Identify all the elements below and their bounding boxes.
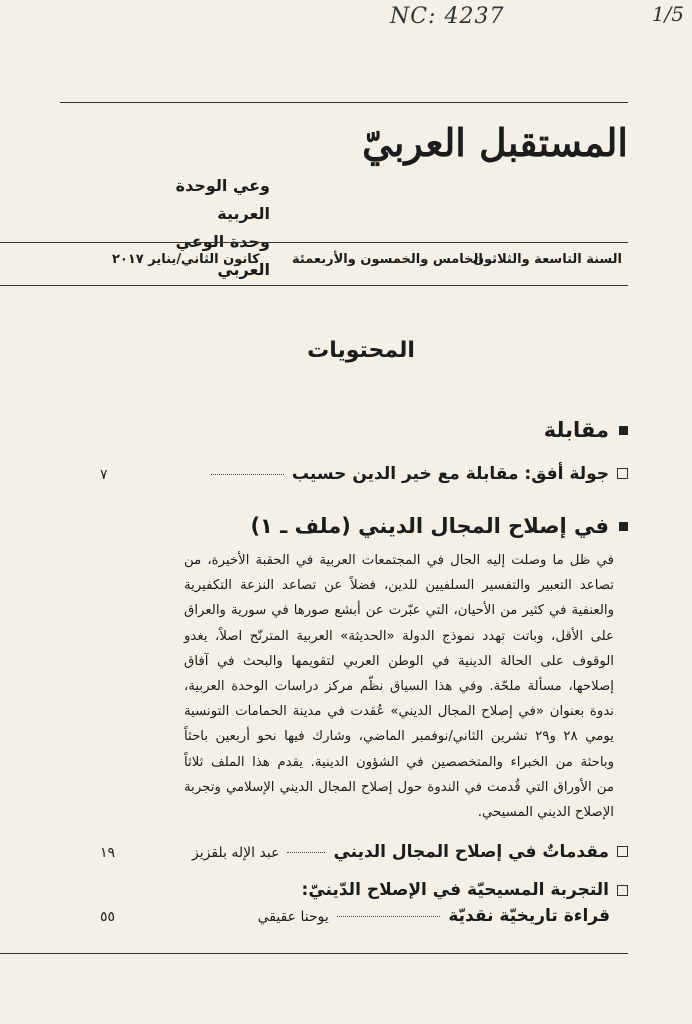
slogan-line-2: وحدة الوعي العربي [175,232,270,279]
top-rule [60,102,628,103]
toc-entry-title: التجربة المسيحيّة في الإصلاح الدّينيّ: [301,880,609,900]
section-heading-religious-reform [250,514,628,538]
paragraph-line: الوقوف على الحالة الدينية في الوطن العربي لتقويمها والبحث في آفاق [184,653,614,669]
section-intro-paragraph [184,548,614,825]
issue-rule-top [0,242,628,243]
issue-rule-bottom [0,285,628,286]
toc-entry-subtitle: قراءة تاريخيّة نقديّة [448,906,610,926]
toc-entry-page: ٧ [99,467,108,483]
dot-leader [287,852,325,853]
toc-entry-page: ٥٥ [100,909,116,925]
paragraph-line: وباحثة من الخبراء والمتخصصين في الشؤون الدينية. يقدم هذا الملف ثلاثاً [184,754,614,770]
paragraph-line: على الأقل، وباتت تهدد نموذج الدولة «الحديثة» العربية المترنّح اصلاً، يغدو [184,628,614,644]
handwritten-page-mark: 1/5 [651,2,684,26]
paragraph-line: إصلاحها، مسألة ملحّة. وفي هذا السياق نظّم مركز دراسات الوحدة العربية، [184,679,614,695]
toc-entry-author: عبد الإله بلقزيز [192,845,280,861]
dot-leader [337,916,441,917]
toc-entry-christian-title-line1[interactable] [302,880,628,900]
paragraph-line: من الأوراق التي قُدمت في الندوة حول إصلاح المجال الديني الإسلامي وتجربة [184,779,614,795]
square-bullet-icon [619,522,628,531]
toc-entry-christian[interactable] [100,906,610,926]
bottom-rule [0,953,628,954]
slogan-line-1: وعي الوحدة العربية [175,176,270,223]
journal-logo: المستقبل العربيّ [362,120,628,165]
section-heading-interview [544,418,628,442]
dot-leader [211,474,284,475]
toc-entry-page: ١٩ [99,845,116,861]
hollow-square-bullet-icon [617,846,628,857]
issue-date: كانون الثاني/يناير ٢٠١٧ [112,252,260,267]
paragraph-line: تصاعد التعبير والتفسير السلفيين للدين، فضلاً عن تصاعد النزعة التكفيرية [184,578,614,594]
journal-slogan [140,172,270,284]
paragraph-line: في ظل ما وصلت إليه الحال في المجتمعات العربية في الحقبة الأخيرة، من [184,553,614,568]
issue-number: الخامس والخمسون والأربعمئة [292,252,483,267]
issue-year: السنة التاسعة والثلاثون [472,252,622,267]
toc-entry-title: جولة أفق: مقابلة مع خير الدين حسيب [291,464,609,484]
toc-title: المحتويات [307,338,415,363]
section-heading-label: في إصلاح المجال الديني (ملف ـ ١) [250,514,609,538]
hollow-square-bullet-icon [617,468,628,479]
toc-entry-title: مقدماتٌ في إصلاح المجال الديني [333,842,609,862]
paragraph-line: يومي ٢٨ و٢٩ تشرين الثاني/نوفمبر الماضي، وشارك فيها نحو أربعين باحثاً [184,729,614,745]
paragraph-line: الإصلاح الديني المسيحي. [477,805,614,821]
hollow-square-bullet-icon [617,885,628,896]
toc-entry-introductions[interactable] [100,842,628,862]
square-bullet-icon [619,426,628,435]
paragraph-line: والعنفية في كثير من الأحيان، التي عبّرت عن أبشع صورها في سورية والعراق [184,603,614,619]
paragraph-line: ندوة بعنوان «في إصلاح المجال الديني» عُقدت في مدينة الحمامات التونسية [184,704,614,720]
section-heading-label: مقابلة [543,418,609,442]
toc-entry-interview[interactable] [100,464,628,484]
toc-entry-author: يوحنا عقيقي [257,909,329,925]
handwritten-reference: NC: 4237 [390,4,505,29]
